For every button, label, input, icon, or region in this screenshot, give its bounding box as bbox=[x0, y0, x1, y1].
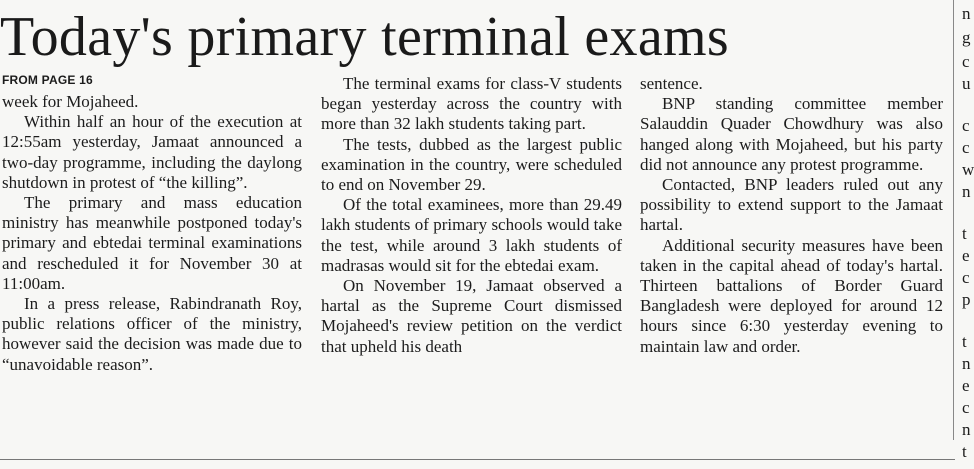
column-1 bbox=[2, 92, 302, 375]
fragment-letter: c bbox=[962, 52, 970, 71]
fragment-letter: e bbox=[962, 376, 970, 395]
fragment-letter: g bbox=[962, 28, 971, 47]
paragraph: sentence. bbox=[640, 74, 703, 93]
paragraph: The primary and mass education ministry has meanwhile postponed today's primary and ebtedai terminal examinations and rescheduled it for November 30 at 11:00am. bbox=[2, 193, 302, 293]
paragraph: In a press release, Rabindranath Roy, public relations officer of the ministry, however said the decision was made due to “unavoidable reason”. bbox=[2, 294, 302, 374]
fragment-letter: n bbox=[962, 420, 971, 439]
paragraph: Within half an hour of the execution at 12:55am yesterday, Jamaat announced a two-day programme, including the daylong shutdown in protest of “the killing”. bbox=[2, 112, 302, 192]
paragraph: week for Mojaheed. bbox=[2, 92, 139, 111]
fragment-letter: t bbox=[962, 332, 967, 351]
fragment-letter: u bbox=[962, 74, 971, 93]
paragraph: Of the total examinees, more than 29.49 lakh students of primary schools would take the test, while around 3 lakh students of madrasas would sit for the ebtedai exam. bbox=[321, 195, 622, 275]
paragraph: BNP standing committee member Salauddin Quader Chowdhury was also hanged along with Mojaheed, but his party did not announce any protest programme. bbox=[640, 94, 943, 174]
paragraph: Contacted, BNP leaders ruled out any possibility to extend support to the Jamaat hartal. bbox=[640, 175, 943, 235]
fragment-letter: w bbox=[962, 160, 974, 179]
column-divider bbox=[953, 0, 954, 440]
fragment-letter: e bbox=[962, 246, 970, 265]
bottom-rule bbox=[0, 459, 955, 460]
fragment-letter: p bbox=[962, 290, 971, 309]
column-2 bbox=[321, 74, 622, 357]
fragment-letter: c bbox=[962, 398, 970, 417]
fragment-letter: c bbox=[962, 116, 970, 135]
fragment-letter: c bbox=[962, 138, 970, 157]
fragment-letter: t bbox=[962, 442, 967, 461]
fragment-letter: t bbox=[962, 224, 967, 243]
column-3 bbox=[640, 74, 943, 357]
paragraph: The terminal exams for class-V students began yesterday across the country with more than 32 lakh students taking part. bbox=[321, 74, 622, 134]
headline: Today's primary terminal exams bbox=[0, 6, 729, 68]
fragment-letter: n bbox=[962, 354, 971, 373]
jump-label: FROM PAGE 16 bbox=[2, 73, 93, 87]
paragraph: Additional security measures have been taken in the capital ahead of today's hartal. Thirteen battalions of Border Guard Bangladesh were deployed for around 12 hours since 6:30 yesterday evening to maintain law and order. bbox=[640, 235, 943, 356]
fragment-letter: n bbox=[962, 182, 971, 201]
fragment-letter: n bbox=[962, 4, 971, 23]
paragraph: The tests, dubbed as the largest public examination in the country, were scheduled to end on November 29. bbox=[321, 134, 622, 195]
paragraph: On November 19, Jamaat observed a hartal as the Supreme Court dismissed Mojaheed's review petition on the verdict that upheld his death bbox=[321, 276, 622, 356]
fragment-letter: c bbox=[962, 268, 970, 287]
